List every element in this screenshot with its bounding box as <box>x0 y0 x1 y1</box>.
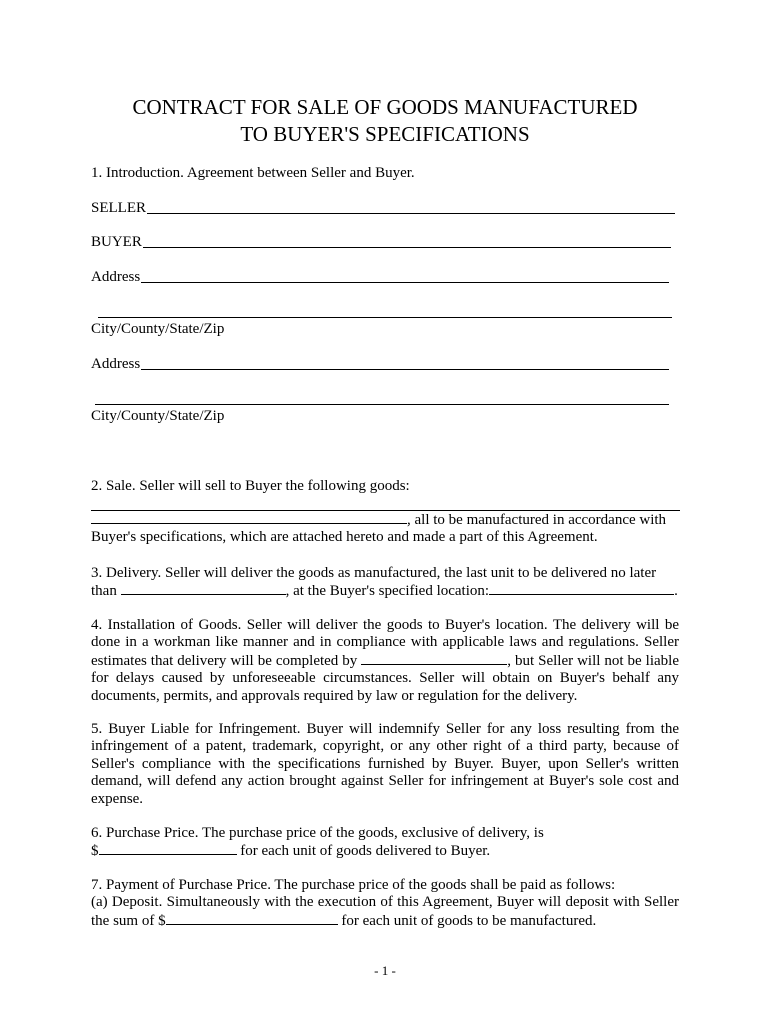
title-line-2: TO BUYER'S SPECIFICATIONS <box>240 122 530 146</box>
delivery-location-blank[interactable] <box>489 582 674 595</box>
deposit-amount-blank[interactable] <box>166 912 338 925</box>
delivery-clause-text: , at the Buyer's specified location: <box>285 583 490 600</box>
sale-clause-body <box>91 511 679 547</box>
seller-address-field[interactable] <box>91 266 669 286</box>
sale-clause-text: Buyer's specifications, which are attached hereto and made a part of this Agreement. <box>91 529 598 546</box>
payment-clause <box>91 877 679 930</box>
delivery-clause <box>91 565 679 601</box>
purchase-price-text: 6. Purchase Price. The purchase price of the goods, exclusive of delivery, is <box>91 825 544 841</box>
buyer-address-field[interactable] <box>91 353 669 373</box>
sale-clause-text: , all to be manufactured in accordance with <box>407 512 667 528</box>
completion-date-blank[interactable] <box>361 652 507 665</box>
title-line-1: CONTRACT FOR SALE OF GOODS MANUFACTURED <box>132 95 638 119</box>
deposit-clause-text: for each unit of goods to be manufactured. <box>337 912 597 929</box>
delivery-clause-text: . <box>674 583 678 600</box>
installation-clause-text: 4. Installation of Goods. Seller will deliver the goods to Buyer's location. The delivery will be done in a workman like manner and in compliance with applicable laws and regulations. Seller estimates that delivery will be completed by <box>91 617 679 669</box>
purchase-price-clause <box>91 825 679 861</box>
seller-label: SELLER <box>91 200 146 216</box>
page-number: - 1 - <box>374 963 396 978</box>
buyer-label: BUYER <box>91 234 142 250</box>
address-line-2-blank[interactable] <box>95 404 669 405</box>
address-label: Address <box>91 356 141 372</box>
deposit-clause-text: (a) Deposit. Simultaneously with the execution of this Agreement, Buyer will deposit with Seller the sum of $ <box>91 894 679 929</box>
delivery-date-blank[interactable] <box>121 582 286 595</box>
address-blank[interactable] <box>141 282 669 283</box>
buyer-field[interactable] <box>91 231 671 251</box>
address-line-2-blank[interactable] <box>98 317 672 318</box>
seller-field[interactable] <box>91 197 675 217</box>
purchase-price-text: for each unit of goods delivered to Buyer. <box>236 843 491 860</box>
seller-blank[interactable] <box>147 213 675 214</box>
document-title <box>0 94 770 148</box>
buyer-blank[interactable] <box>143 247 671 248</box>
address-blank[interactable] <box>141 369 669 370</box>
payment-clause-heading: 7. Payment of Purchase Price. The purchase price of the goods shall be paid as follows: <box>91 877 616 893</box>
introduction-clause: 1. Introduction. Agreement between Seller and Buyer. <box>91 165 415 181</box>
infringement-clause: 5. Buyer Liable for Infringement. Buyer will indemnify Seller for any loss resulting from the infringement of a patent, trademark, copyright, or any other right of a third party, because of Seller's compliance with the specifications furnished by Buyer. Buyer, upon Seller's written demand, will defend any action brought against Seller for infringement at Buyer's sole cost and expense. <box>91 721 679 807</box>
city-state-zip-label: City/County/State/Zip <box>91 321 225 337</box>
unit-price-blank[interactable] <box>99 842 237 855</box>
delivery-clause-text: than <box>91 583 117 600</box>
city-state-zip-label: City/County/State/Zip <box>91 408 225 424</box>
goods-description-blank[interactable] <box>91 511 407 524</box>
installation-clause-text: , but Seller will not be liable for delays caused by unforeseeable circumstances. Seller will obtain on Buyer's behalf any documents, permits, and approvals required by law or regulation for the delivery. <box>91 652 679 704</box>
delivery-clause-text: 3. Delivery. Seller will deliver the goods as manufactured, the last unit to be delivered no later <box>91 565 657 581</box>
installation-clause <box>91 617 679 705</box>
currency-symbol: $ <box>91 843 99 860</box>
sale-clause-heading: 2. Sale. Seller will sell to Buyer the following goods: <box>91 478 410 494</box>
address-label: Address <box>91 269 141 285</box>
